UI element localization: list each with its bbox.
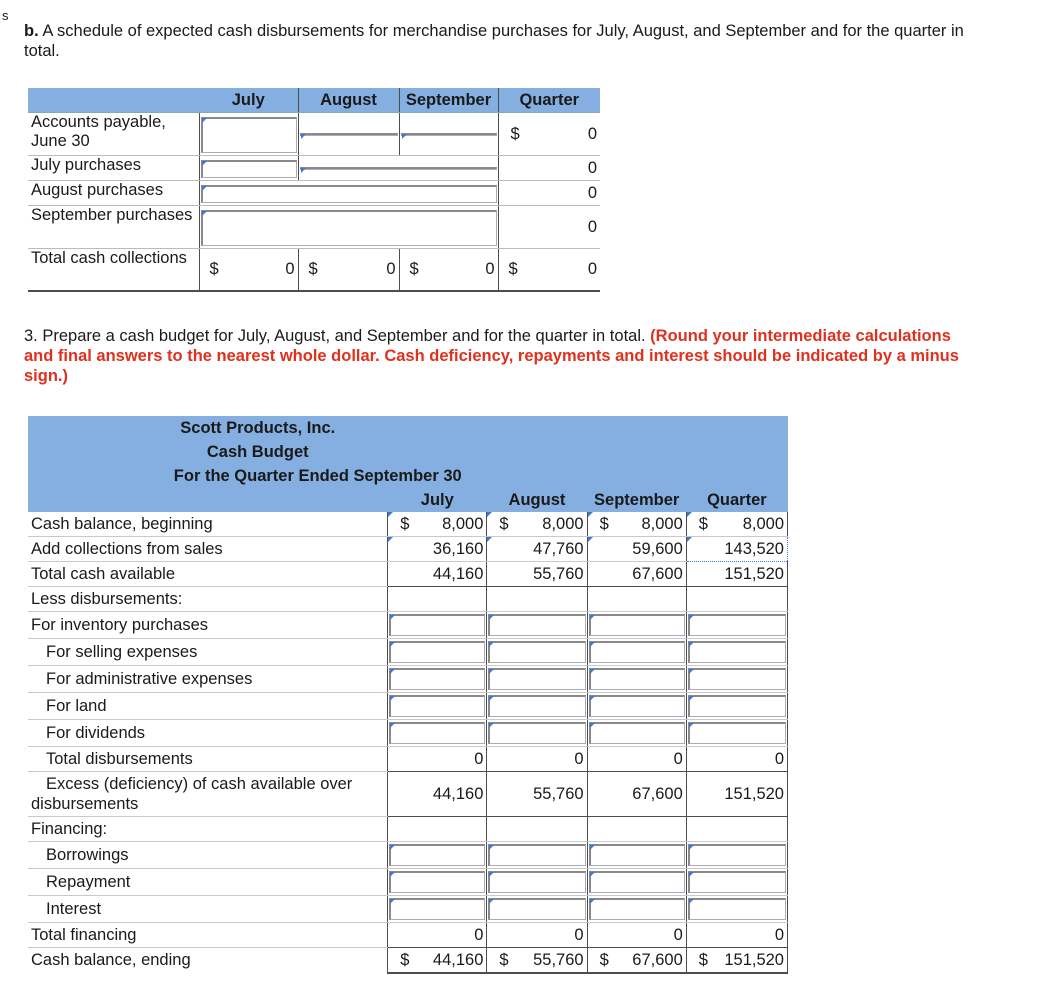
land-quarter-input[interactable] bbox=[688, 695, 786, 717]
augp-input[interactable] bbox=[201, 185, 497, 203]
borrowings-september-input[interactable] bbox=[589, 844, 685, 866]
total-quarter-cell bbox=[498, 249, 600, 291]
total-august-cell bbox=[298, 249, 399, 291]
land-september-input[interactable] bbox=[589, 695, 685, 717]
excess-quarter: 151,520 bbox=[686, 772, 787, 817]
inventory-quarter-input[interactable] bbox=[688, 614, 786, 636]
repayment-september-input[interactable] bbox=[589, 871, 685, 893]
row-collections bbox=[28, 537, 788, 562]
ending-july bbox=[388, 948, 487, 974]
beginning-july[interactable] bbox=[388, 512, 487, 537]
collections-quarter[interactable]: 143,520 bbox=[686, 537, 787, 562]
row-dividends bbox=[28, 720, 788, 747]
total-disb-july: 0 bbox=[388, 747, 487, 772]
julyp-quarter-value: 0 bbox=[498, 156, 600, 181]
collections-july[interactable]: 36,160 bbox=[388, 537, 487, 562]
total-september-dollar: $ bbox=[409, 259, 419, 278]
beginning-september[interactable] bbox=[587, 512, 686, 537]
borrowings-july-input[interactable] bbox=[389, 844, 485, 866]
available-august: 55,760 bbox=[487, 562, 587, 587]
financing-september-blank bbox=[587, 817, 686, 842]
budget-header-row bbox=[28, 488, 788, 512]
schedule-row-accounts-payable bbox=[28, 113, 600, 156]
disbursement-schedule-table bbox=[28, 88, 600, 292]
julyp-aug-sep-input[interactable] bbox=[300, 167, 497, 170]
row-total-disbursements bbox=[28, 747, 788, 772]
financing-august-blank bbox=[487, 817, 587, 842]
label-total-disbursements: Total disbursements bbox=[28, 747, 388, 772]
schedule-header-blank bbox=[28, 88, 199, 113]
cash-budget-instruction bbox=[24, 326, 964, 386]
label-admin: For administrative expenses bbox=[28, 666, 388, 693]
schedule-header-july: July bbox=[199, 88, 298, 113]
beginning-july-dollar: $ bbox=[400, 514, 410, 533]
total-fin-quarter: 0 bbox=[686, 923, 787, 948]
interest-september-input[interactable] bbox=[589, 898, 685, 920]
label-excess bbox=[28, 772, 388, 817]
label-selling: For selling expenses bbox=[28, 639, 388, 666]
row-cash-beginning bbox=[28, 512, 788, 537]
row-less-disbursements bbox=[28, 587, 788, 612]
julyp-july-input[interactable] bbox=[201, 160, 297, 178]
row-selling bbox=[28, 639, 788, 666]
label-excess-line1: Excess (deficiency) of cash available over bbox=[46, 775, 353, 793]
total-disb-september: 0 bbox=[587, 747, 686, 772]
land-july-input[interactable] bbox=[389, 695, 485, 717]
less-august-blank bbox=[487, 587, 587, 612]
inventory-september-input[interactable] bbox=[589, 614, 685, 636]
repayment-july-input[interactable] bbox=[389, 871, 485, 893]
label-total-financing: Total financing bbox=[28, 923, 388, 948]
beginning-july-value: 8,000 bbox=[442, 514, 484, 533]
budget-title: Cash Budget bbox=[206, 442, 309, 461]
selling-august-input[interactable] bbox=[488, 641, 585, 663]
ending-september-dollar: $ bbox=[599, 950, 609, 969]
less-july-blank bbox=[388, 587, 487, 612]
total-fin-july: 0 bbox=[388, 923, 487, 948]
beginning-quarter[interactable] bbox=[686, 512, 787, 537]
label-interest: Interest bbox=[28, 896, 388, 923]
selling-september-input[interactable] bbox=[589, 641, 685, 663]
borrowings-august-input[interactable] bbox=[488, 844, 585, 866]
total-september-value: 0 bbox=[485, 259, 495, 278]
q3-rounding-note: (Round your intermediate calculations and final answers to the nearest whole dollar. Cash deficiency, repayments and interest should be indicated by a minus sign.) bbox=[24, 327, 959, 385]
label-land: For land bbox=[28, 693, 388, 720]
label-borrowings: Borrowings bbox=[28, 842, 388, 869]
label-financing: Financing: bbox=[28, 817, 388, 842]
ending-july-value: 44,160 bbox=[432, 950, 484, 969]
beginning-september-value: 8,000 bbox=[641, 514, 683, 533]
repayment-august-input[interactable] bbox=[488, 871, 585, 893]
excess-july: 44,160 bbox=[388, 772, 487, 817]
row-cash-ending bbox=[28, 948, 788, 974]
label-excess-line2: disbursements bbox=[31, 795, 139, 813]
schedule-header-row bbox=[28, 88, 600, 113]
collections-august[interactable]: 47,760 bbox=[487, 537, 587, 562]
total-august-value: 0 bbox=[386, 259, 396, 278]
total-august-dollar: $ bbox=[308, 259, 318, 278]
budget-header-august: August bbox=[487, 488, 587, 512]
sepp-input[interactable] bbox=[201, 210, 497, 246]
admin-july-input[interactable] bbox=[389, 668, 485, 690]
available-quarter: 151,520 bbox=[686, 562, 787, 587]
schedule-instruction-text: A schedule of expected cash disbursements for merchandise purchases for July, August, and September and for the quarter in total. bbox=[24, 22, 964, 60]
total-july-cell bbox=[199, 249, 298, 291]
schedule-row-total bbox=[28, 249, 600, 291]
collections-september[interactable]: 59,600 bbox=[587, 537, 686, 562]
less-quarter-blank bbox=[686, 587, 787, 612]
schedule-label-july-purchases: July purchases bbox=[28, 156, 199, 181]
ending-august-value: 55,760 bbox=[533, 950, 584, 969]
schedule-label-august-purchases: August purchases bbox=[28, 181, 199, 206]
augp-quarter-value: 0 bbox=[498, 181, 600, 206]
total-disb-quarter: 0 bbox=[686, 747, 787, 772]
ending-july-dollar: $ bbox=[400, 950, 410, 969]
excess-august: 55,760 bbox=[487, 772, 587, 817]
ending-quarter-dollar: $ bbox=[698, 950, 708, 969]
edge-glyph: s bbox=[2, 8, 9, 23]
row-inventory bbox=[28, 612, 788, 639]
label-cash-ending: Cash balance, ending bbox=[31, 951, 191, 969]
label-cash-beginning: Cash balance, beginning bbox=[28, 512, 388, 537]
schedule-header-august: August bbox=[298, 88, 399, 113]
ending-august-dollar: $ bbox=[499, 950, 509, 969]
land-august-input[interactable] bbox=[488, 695, 585, 717]
ap-quarter-value: 0 bbox=[587, 124, 597, 143]
beginning-august-dollar: $ bbox=[499, 514, 509, 533]
label-dividends: For dividends bbox=[28, 720, 388, 747]
admin-september-input[interactable] bbox=[589, 668, 685, 690]
row-repayment bbox=[28, 869, 788, 896]
cash-budget-table bbox=[28, 416, 788, 974]
available-july: 44,160 bbox=[388, 562, 487, 587]
beginning-quarter-dollar: $ bbox=[698, 514, 708, 533]
admin-quarter-input[interactable] bbox=[688, 668, 786, 690]
total-july-dollar: $ bbox=[209, 259, 219, 278]
row-land bbox=[28, 693, 788, 720]
part-label: b. bbox=[24, 22, 39, 40]
admin-august-input[interactable] bbox=[488, 668, 585, 690]
financing-quarter-blank bbox=[686, 817, 787, 842]
dividends-august-input[interactable] bbox=[488, 722, 585, 744]
schedule-row-september-purchases bbox=[28, 206, 600, 249]
budget-company: Scott Products, Inc. bbox=[180, 418, 336, 437]
row-total-financing bbox=[28, 923, 788, 948]
ap-august-input[interactable] bbox=[300, 133, 398, 136]
selling-quarter-input[interactable] bbox=[688, 641, 786, 663]
interest-july-input[interactable] bbox=[389, 898, 485, 920]
inventory-july-input[interactable] bbox=[389, 614, 485, 636]
schedule-row-august-purchases bbox=[28, 181, 600, 206]
dividends-september-input[interactable] bbox=[589, 722, 685, 744]
schedule-label-september-purchases: September purchases bbox=[28, 206, 199, 249]
financing-july-blank bbox=[388, 817, 487, 842]
schedule-header-quarter: Quarter bbox=[498, 88, 600, 113]
schedule-header-september: September bbox=[399, 88, 498, 113]
budget-header-quarter: Quarter bbox=[686, 488, 787, 512]
selling-july-input[interactable] bbox=[389, 641, 485, 663]
row-total-available bbox=[28, 562, 788, 587]
label-collections: Add collections from sales bbox=[28, 537, 388, 562]
available-september: 67,600 bbox=[587, 562, 686, 587]
beginning-september-dollar: $ bbox=[599, 514, 609, 533]
dividends-july-input[interactable] bbox=[389, 722, 485, 744]
schedule-label-accounts-payable: Accounts payable, June 30 bbox=[28, 113, 199, 156]
budget-header-blank bbox=[28, 488, 388, 512]
label-total-available: Total cash available bbox=[28, 562, 388, 587]
dividends-quarter-input[interactable] bbox=[688, 722, 786, 744]
ap-quarter-dollar: $ bbox=[510, 124, 520, 143]
total-quarter-value: 0 bbox=[587, 259, 597, 278]
borrowings-quarter-input[interactable] bbox=[688, 844, 786, 866]
sepp-quarter-value: 0 bbox=[498, 206, 600, 249]
budget-header-july: July bbox=[388, 488, 487, 512]
row-interest bbox=[28, 896, 788, 923]
repayment-quarter-input[interactable] bbox=[688, 871, 786, 893]
ap-july-input[interactable] bbox=[201, 117, 297, 153]
ending-quarter-value: 151,520 bbox=[724, 950, 784, 969]
schedule-row-july-purchases bbox=[28, 156, 600, 181]
total-july-value: 0 bbox=[285, 259, 295, 278]
interest-quarter-input[interactable] bbox=[688, 898, 786, 920]
beginning-quarter-value: 8,000 bbox=[742, 514, 784, 533]
schedule-instruction bbox=[24, 21, 984, 61]
ending-september bbox=[587, 948, 686, 974]
schedule-label-total: Total cash collections bbox=[28, 249, 199, 291]
label-repayment: Repayment bbox=[28, 869, 388, 896]
budget-header-september: September bbox=[587, 488, 686, 512]
ap-september-input[interactable] bbox=[401, 133, 497, 136]
beginning-august-value: 8,000 bbox=[542, 514, 584, 533]
total-september-cell bbox=[399, 249, 498, 291]
label-inventory: For inventory purchases bbox=[28, 612, 388, 639]
ending-quarter bbox=[686, 948, 787, 974]
total-disb-august: 0 bbox=[487, 747, 587, 772]
total-fin-september: 0 bbox=[587, 923, 686, 948]
ending-september-value: 67,600 bbox=[632, 950, 683, 969]
beginning-august[interactable] bbox=[487, 512, 587, 537]
row-excess bbox=[28, 772, 788, 817]
label-less-disbursements: Less disbursements: bbox=[28, 587, 388, 612]
q3-prefix: 3. Prepare a cash budget for July, August, and September and for the quarter in total. bbox=[24, 327, 651, 345]
row-admin bbox=[28, 666, 788, 693]
row-borrowings bbox=[28, 842, 788, 869]
ap-quarter-cell bbox=[498, 113, 600, 156]
row-financing bbox=[28, 817, 788, 842]
total-fin-august: 0 bbox=[487, 923, 587, 948]
less-september-blank bbox=[587, 587, 686, 612]
ending-august bbox=[487, 948, 587, 974]
inventory-august-input[interactable] bbox=[488, 614, 585, 636]
budget-period: For the Quarter Ended September 30 bbox=[173, 466, 462, 485]
excess-september: 67,600 bbox=[587, 772, 686, 817]
total-quarter-dollar: $ bbox=[508, 259, 518, 278]
interest-august-input[interactable] bbox=[488, 898, 585, 920]
